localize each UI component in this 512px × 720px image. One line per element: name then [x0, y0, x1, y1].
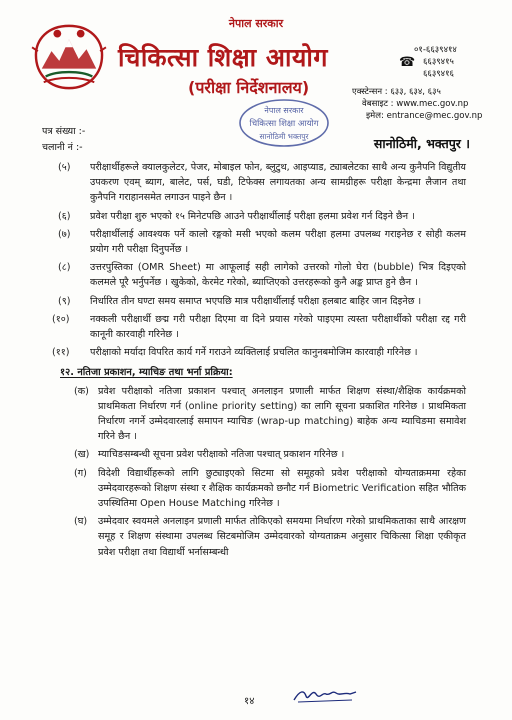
organization-name: चिकित्सा शिक्षा आयोग: [118, 43, 328, 72]
item-number: (१०): [52, 313, 70, 325]
item-text: प्रवेश परीक्षाको नतिजा प्रकाशन पश्चात् अनलाइन प्रणाली मार्फत शिक्षण संस्था/शैक्षिक कार्यक्रमको प्राथमिकता निर्धारण गर्न (online priority setting) का लागि सूचना प्रकाशित गरिनेछ । प्राथमिकता निर्धारण नगर्ने उम्मेदवारलाई समापन म्याचिङ (wrap-up matching) बाहेक अन्य म्याचिङमा समावेश गरिने छैन ।: [98, 385, 466, 443]
government-name: नेपाल सरकार: [228, 17, 284, 30]
item-number: (९): [58, 295, 71, 307]
page-number: १४: [244, 696, 255, 707]
office-name: (परीक्षा निर्देशनालय): [188, 78, 310, 97]
website: वेबसाइट : www.mec.gov.np: [362, 99, 469, 109]
stamp-line: नेपाल सरकार: [264, 106, 304, 115]
list-item: [0, 514, 512, 560]
item-number: (६): [58, 210, 71, 222]
phone-numbers: [414, 44, 457, 80]
stamp-line: चिकित्सा शिक्षा आयोग: [249, 119, 319, 129]
list-item: [0, 227, 512, 257]
list-item: [0, 312, 512, 342]
list-item: [0, 209, 512, 224]
item-text: निर्धारित तीन घण्टा समय समाप्त भएपछि मात्र परीक्षार्थीलाई परीक्षा हलबाट बाहिर जान दिइनेछ ।: [90, 295, 422, 307]
item-number: (११): [52, 347, 70, 359]
extension: एक्स्टेन्सन : ६३३, ६३४, ६३५: [352, 87, 441, 97]
phone-number: ६६३९४१६: [423, 69, 454, 79]
item-number: (क): [74, 385, 89, 397]
list-item: [0, 384, 512, 445]
item-text: प्रवेश परीक्षा शुरु भएको १५ मिनेटपछि आउने परीक्षार्थीलाई परीक्षा हलमा प्रवेश गर्न दिइने छैन ।: [90, 210, 415, 222]
item-text: नक्कली परीक्षार्थी छद्म गरी परीक्षा दिएमा वा दिने प्रयास गरेको पाइएमा त्यस्ता परीक्षार्थीको परीक्षा रद्द गरी कानूनी कारवाही गरिनेछ ।: [90, 313, 466, 341]
phone-icon: ☎: [399, 55, 416, 70]
item-text: उत्तरपुस्तिका (OMR Sheet) मा आफूलाई सही लागेको उत्तरको गोलो घेरा (bubble) भित्र दिइएको कलमले पूरै भर्नुपर्नेछ । खुकेको, केरमेट गरेको, ब्याप्तिएको उत्तरहरूको कुनै अङ्क प्राप्त हुने छैन ।: [90, 262, 466, 289]
item-number: (ख): [74, 449, 90, 461]
stamp-line: सानोठिमी भक्तपुर: [259, 132, 309, 141]
item-text: परीक्षाको मर्यादा विपरित कार्य गर्ने गराउने व्यक्तिलाई प्रचलित कानुनबमोजिम कारवाही गरिनेछ ।: [90, 347, 418, 359]
phone-number: ६६३९४१५: [423, 57, 454, 67]
item-number: (७): [58, 228, 71, 240]
list-item: [0, 466, 512, 512]
item-number: (८): [58, 262, 71, 274]
item-text: परीक्षार्थीहरूले क्यालकुलेटर, पेजर, मोबाइल फोन, ब्लुटुथ, आइप्याड, ट्याबलेटका साथै अन्य कुनैपनि विद्युतीय उपकरण एवम् ब्याग, बालेट, पर्स, घडी, टिफेक्स लगायतका अन्य सामग्रीहरू परीक्षा केन्द्रमा लैजान तथा कुनैपनि गराहानसमेत लगाउन पाइने छैन ।: [90, 162, 466, 204]
dispatch-number: चलानी नं :-: [42, 142, 83, 153]
item-number: (घ): [74, 516, 88, 528]
section-heading: १२. नतिजा प्रकाशन, म्याचिङ तथा भर्ना प्रक्रिया:: [60, 367, 233, 379]
nepal-emblem: [30, 22, 108, 92]
reference-number: पत्र संख्या :-: [42, 126, 86, 137]
office-stamp: [232, 96, 336, 150]
office-location: सानोठिमी, भक्तपुर ।: [373, 136, 470, 151]
email: इमेल: entrance@mec.gov.np: [366, 111, 483, 121]
item-text: म्याचिङसम्बन्धी सूचना प्रवेश परीक्षाको नतिजा पश्चात् प्रकाशन गरिनेछ ।: [98, 449, 345, 461]
item-text: विदेशी विद्यार्थीहरूको लागि छुट्याइएको सिटमा सो समूहको प्रवेश परीक्षाको योग्यताक्रममा रहेका उम्मेदवारहरूको शिक्षण संस्था र शैक्षिक कार्यक्रमको छनौट गर्न Biometric Verification सहित भौतिक उपस्थितिमा Open House Matching गरिनेछ ।: [98, 467, 466, 510]
list-item: [0, 160, 512, 206]
item-number: (५): [58, 162, 71, 173]
document-body: [0, 160, 512, 563]
contact-block: [352, 86, 482, 122]
signature: [290, 684, 360, 706]
phone-number: ०१-६६३९४१४: [414, 45, 457, 55]
item-number: (ग): [74, 467, 87, 479]
list-item: [0, 294, 512, 309]
item-text: परीक्षार्थीलाई आवश्यक पर्ने कालो रङ्गको मसी भएको कलम परीक्षा हलमा उपलब्ध गराइनेछ र सोही कलम प्रयोग गरी परीक्षा दिनुपर्नेछ ।: [90, 228, 466, 256]
list-item: [0, 447, 512, 462]
item-text: उम्मेदवार स्वयमले अनलाइन प्रणाली मार्फत तोकिएको समयमा निर्धारण गरेको प्राथमिकताका साथै आरक्षण समूह र शिक्षण संस्थामा उपलब्ध सिटबमोजिम उम्मेदवारको योग्यताक्रम अनुसार चिकित्सा शिक्षा एकीकृत प्रवेश परीक्षा तथा विद्यार्थी भर्नासम्बन्धी: [98, 516, 466, 558]
list-item: [0, 260, 512, 290]
list-item: [0, 345, 512, 360]
